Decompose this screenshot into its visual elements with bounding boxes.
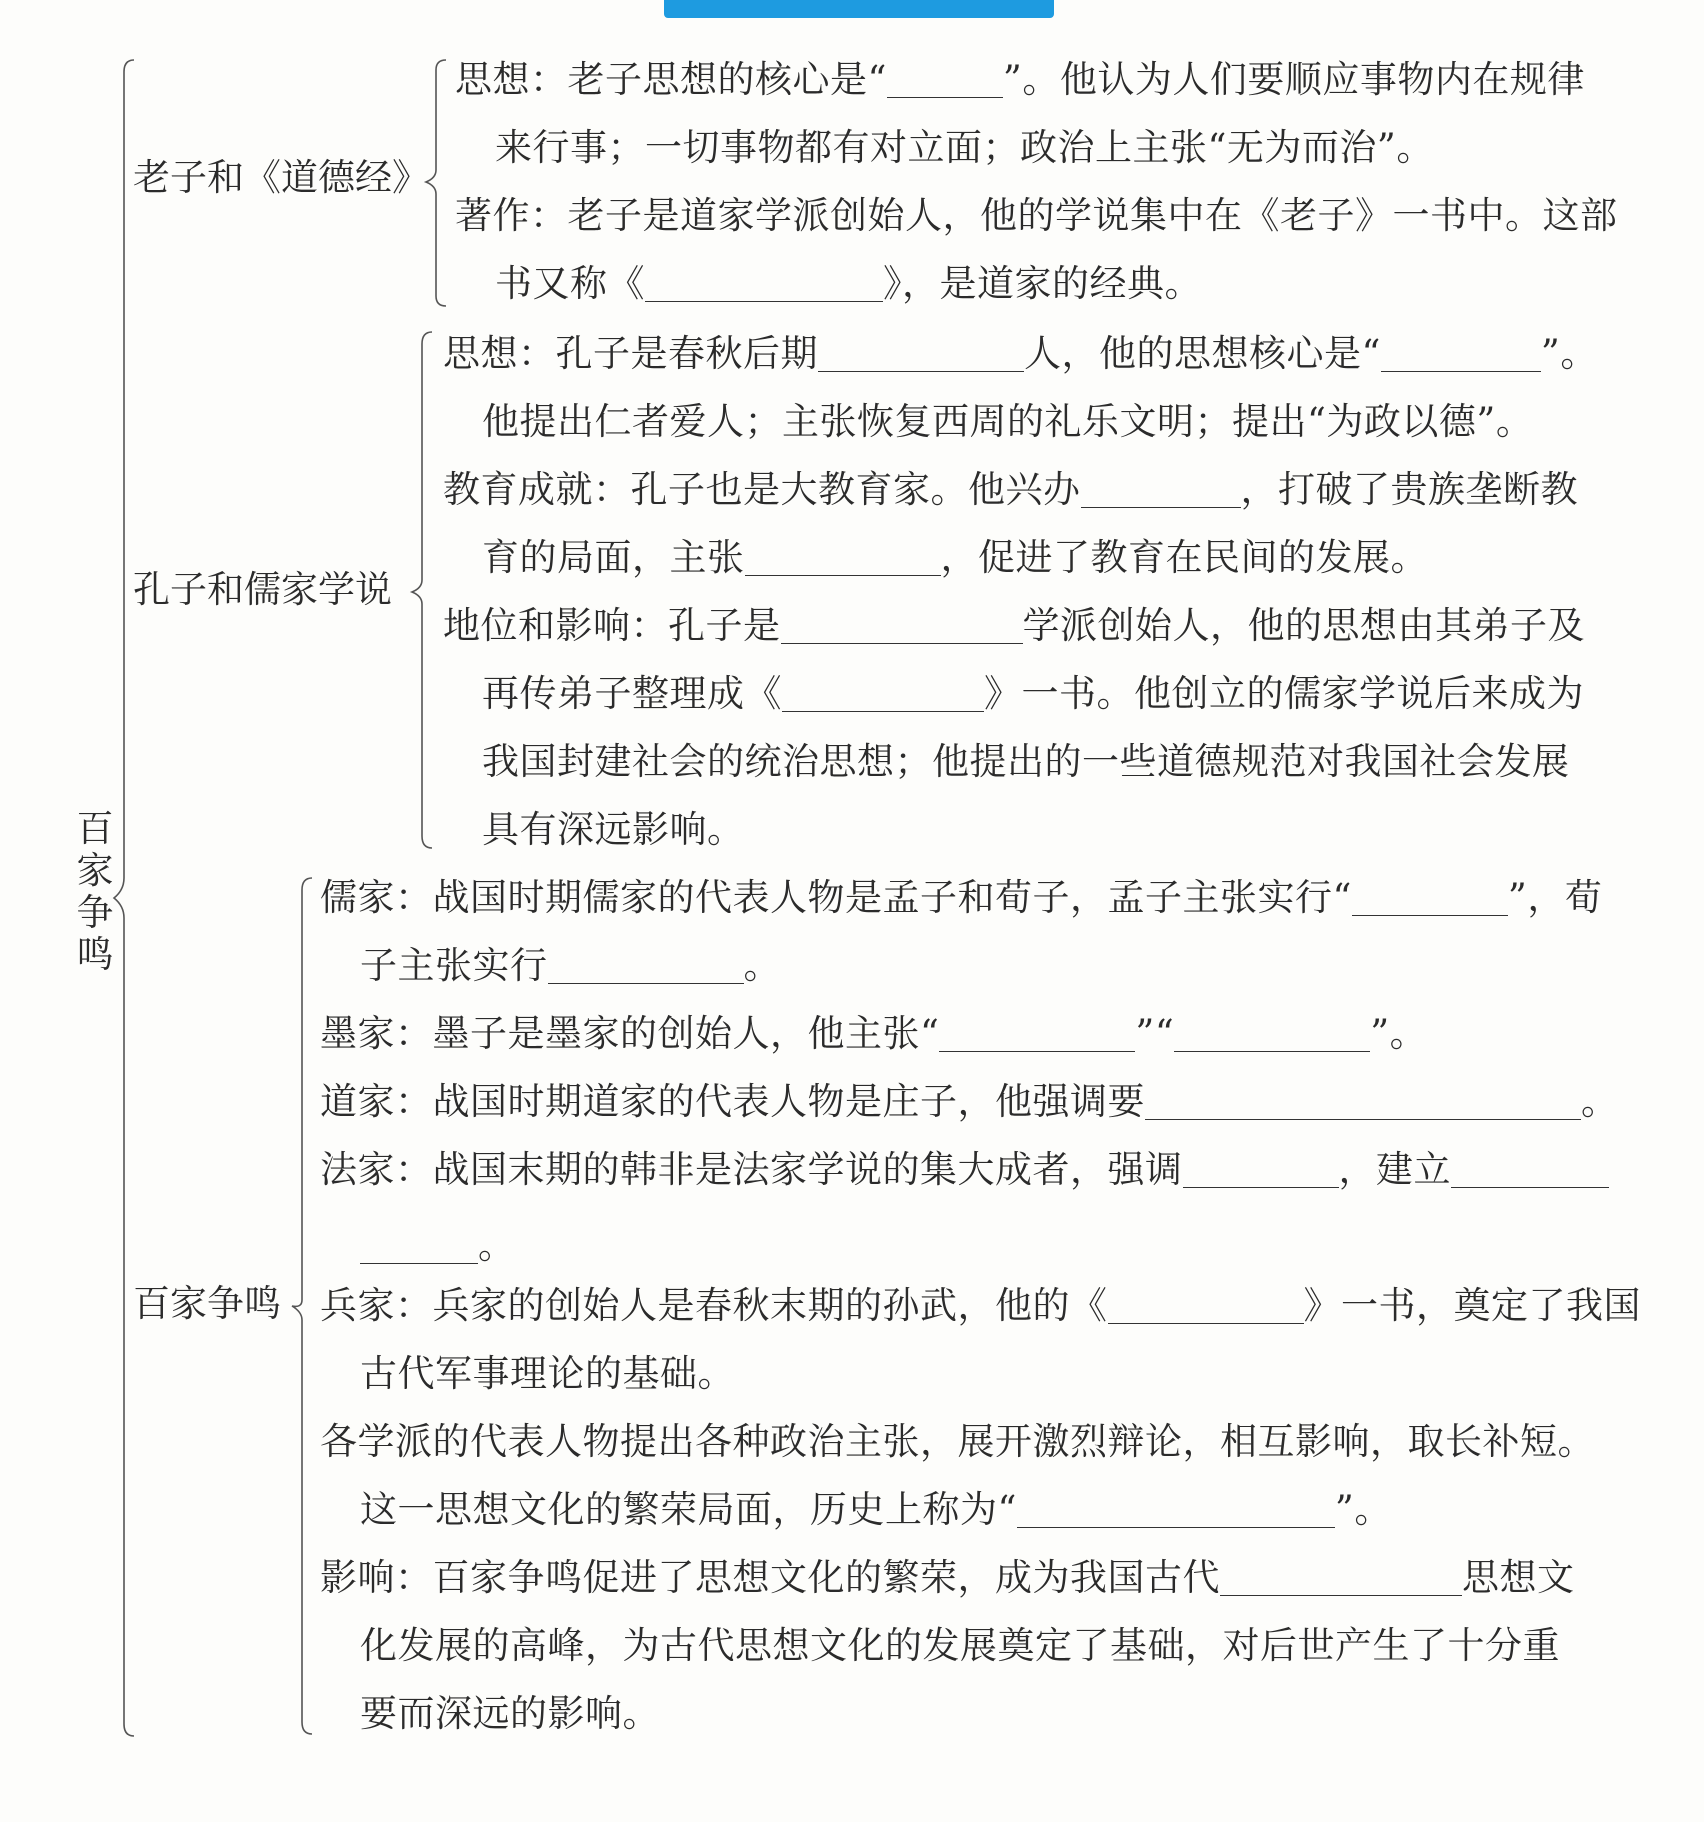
text-line: 法家：战国末期的韩非是法家学说的集大成者，强调 ，建立 [320,1146,1609,1194]
text-line: 书又称《 》，是道家的经典。 [495,262,1202,305]
text-line: 影响：百家争鸣促进了思想文化的繁荣，成为我国古代 思想文 [320,1556,1575,1599]
laozi-label: 老子和《道德经》 [133,156,429,199]
answer-blank[interactable] [887,63,1003,98]
text-line: 具有深远影响。 [482,808,745,851]
answer-blank[interactable] [939,1017,1135,1052]
answer-blank[interactable] [1145,1085,1581,1120]
text-line: 教育成就：孔子也是大教育家。他兴办 ，打破了贵族垄断教 [443,468,1578,511]
kongzi-label: 孔子和儒家学说 [133,568,392,611]
text-line: 思想：孔子是春秋后期 人，他的思想核心是“ ”。 [443,332,1598,375]
text-line: 化发展的高峰，为古代思想文化的发展奠定了基础，对后世产生了十分重 [360,1624,1560,1667]
text-line: 兵家：兵家的创始人是春秋末期的孙武，他的《 》一书，奠定了我国 [320,1284,1641,1327]
answer-blank[interactable] [548,949,744,984]
answer-blank[interactable] [818,337,1024,372]
text-line: 再传弟子整理成《 》一书。他创立的儒家学说后来成为 [482,672,1584,715]
answer-blank[interactable] [1183,1153,1339,1188]
answer-blank[interactable] [1352,881,1508,916]
text-line: 这一思想文化的繁荣局面，历史上称为“ ”。 [360,1488,1392,1531]
text-line: 要而深远的影响。 [360,1692,660,1735]
text-line: 来行事；一切事物都有对立面；政治上主张“无为而治”。 [495,126,1434,169]
text-line: 。 [360,1222,516,1270]
text-line: 他提出仁者爱人；主张恢复西周的礼乐文明；提出“为政以德”。 [482,400,1534,443]
text-line: 墨家：墨子是墨家的创始人，他主张“ ”“ ”。 [320,1012,1428,1055]
text-line: 各学派的代表人物提出各种政治主张，展开激烈辩论，相互影响，取长补短。 [320,1420,1595,1463]
answer-blank[interactable] [1081,473,1241,508]
text-line: 著作：老子是道家学派创始人，他的学说集中在《老子》一书中。这部 [455,194,1618,237]
header-banner [664,0,1054,18]
text-line: 育的局面，主张 ，促进了教育在民间的发展。 [482,536,1428,579]
answer-blank[interactable] [1451,1153,1609,1188]
baijia-label: 百家争鸣 [133,1282,281,1325]
text-line: 儒家：战国时期儒家的代表人物是孟子和荀子，孟子主张实行“ ”，荀 [320,876,1603,919]
text-line: 地位和影响：孔子是 学派创始人，他的思想由其弟子及 [443,604,1585,647]
answer-blank[interactable] [1220,1561,1462,1596]
answer-blank[interactable] [360,1229,478,1264]
text-line: 道家：战国时期道家的代表人物是庄子，他强调要 。 [320,1080,1619,1123]
text-line: 思想：老子思想的核心是“ ”。他认为人们要顺应事物内在规律 [455,58,1585,101]
answer-blank[interactable] [1381,337,1541,372]
answer-blank[interactable] [1174,1017,1370,1052]
answer-blank[interactable] [1108,1289,1304,1324]
text-line: 我国封建社会的统治思想；他提出的一些道德规范对我国社会发展 [482,740,1570,783]
text-line: 子主张实行 。 [360,944,781,987]
kongzi-brace [410,330,440,850]
answer-blank[interactable] [781,609,1023,644]
root-label: 百 家 争 鸣 [76,807,114,976]
baijia-brace [290,876,320,1736]
laozi-brace [424,58,454,308]
answer-blank[interactable] [645,267,883,302]
answer-blank[interactable] [782,677,984,712]
text-line: 古代军事理论的基础。 [360,1352,735,1395]
root-brace [112,58,142,1738]
answer-blank[interactable] [745,541,941,576]
answer-blank[interactable] [1017,1493,1335,1528]
